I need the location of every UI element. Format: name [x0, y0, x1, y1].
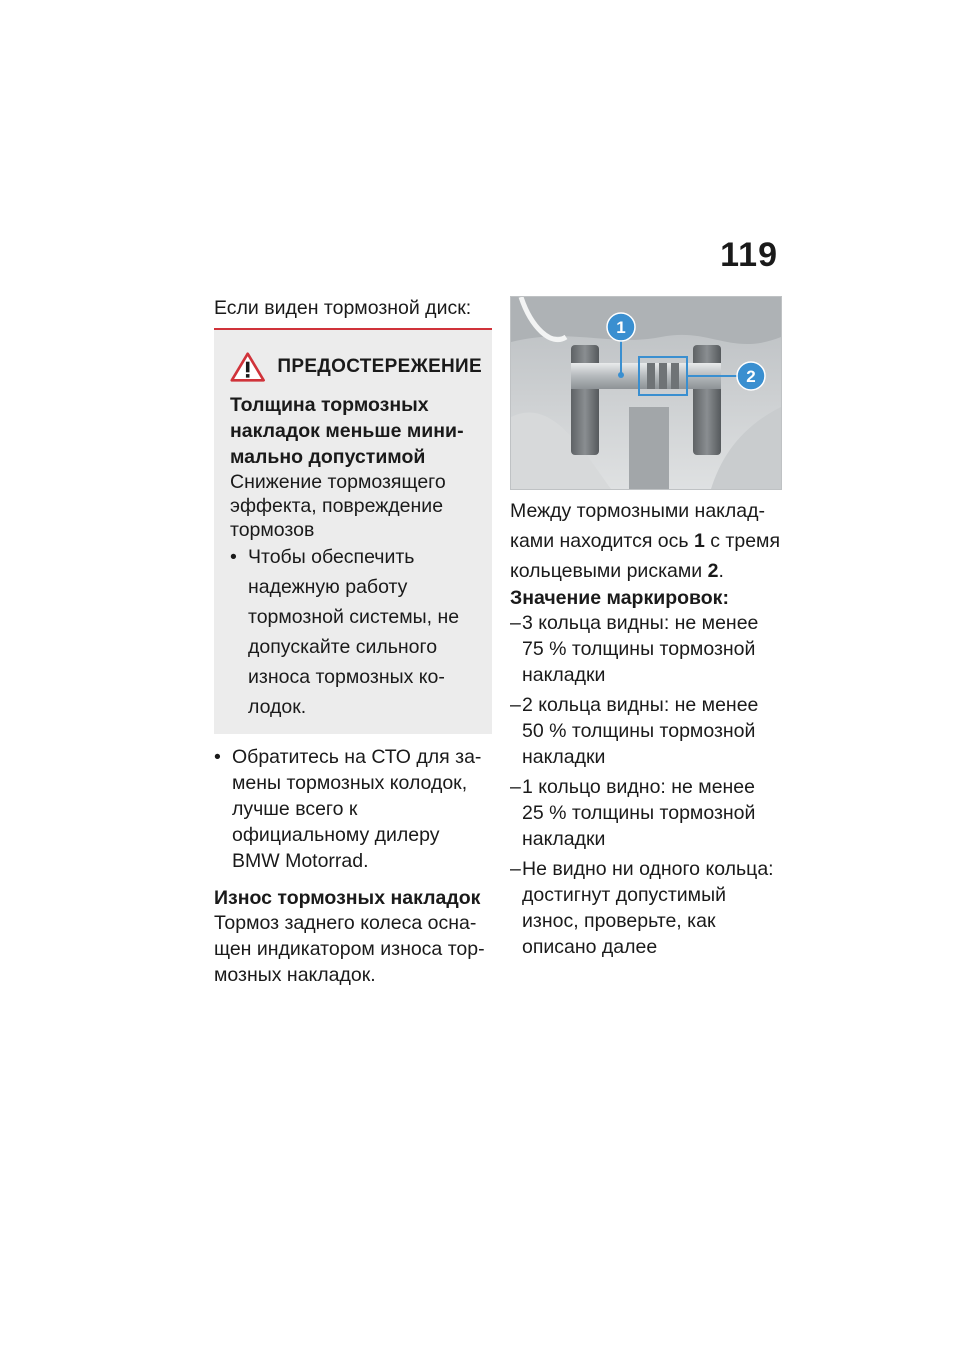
caption-ref-1: 1 — [693, 530, 705, 552]
section-text: Тормоз заднего колеса оснащен индикатором износа тормозных накладок. — [214, 912, 485, 986]
caption-part-a: Между тормозными накладками находится ось — [510, 500, 766, 552]
mark-text-1: 3 кольца видны: не менее 75 % толщины тормозной накладки — [522, 612, 759, 686]
caption-part-b: с тремя кольцевыми рисками — [510, 530, 781, 582]
intro-line: Если виден тормозной диск: — [214, 296, 492, 330]
warning-title: ПРЕДОСТЕРЕЖЕНИЕ — [277, 356, 482, 377]
warning-header — [230, 350, 482, 384]
warning-triangle-icon — [230, 350, 265, 384]
callout-2: 2 — [746, 367, 756, 386]
mark-text-4: Не видно ни одного кольца: достигнут допустимый износ, проверьте, как описано далее — [522, 858, 774, 958]
figure-caption — [510, 496, 780, 586]
page-number: 119 — [720, 236, 778, 274]
section-title: Износ тормозных накладок — [214, 887, 481, 909]
action-text: Обратитесь на СТО для замены тормозных колодок, лучше всего к официальному дилеру BMW Motorrad. — [232, 746, 482, 872]
dash-icon: – — [510, 694, 521, 716]
warning-bullet-text: Чтобы обеспечить надежную работу тормозной системы, не допускайте сильного износа тормозных колодок. — [248, 546, 460, 718]
list-item — [510, 774, 780, 852]
dash-icon: – — [510, 776, 521, 798]
brake-pad-photo — [510, 296, 782, 490]
warning-bullet — [230, 542, 482, 722]
callout-1: 1 — [616, 318, 626, 337]
caption-end: . — [718, 560, 724, 582]
bullet-icon: • — [230, 546, 237, 568]
action-bullet — [214, 744, 492, 874]
brake-caliper-illustration — [511, 297, 781, 489]
marks-title: Значение маркировок: — [510, 587, 729, 609]
dash-icon: – — [510, 612, 521, 634]
mark-text-3: 1 кольцо видно: не менее 25 % толщины тормозной накладки — [522, 776, 756, 850]
left-column — [214, 296, 492, 988]
warning-text: Снижение тормозящего эффекта, повреждение тормозов — [230, 471, 446, 541]
warning-subtitle: Толщина тормозных накладок меньше минимально допустимой — [230, 394, 464, 468]
bullet-icon: • — [214, 746, 221, 768]
list-item — [510, 856, 780, 960]
right-column — [510, 296, 780, 960]
warning-box — [214, 330, 492, 734]
mark-text-2: 2 кольца видны: не менее 50 % толщины тормозной накладки — [522, 694, 759, 768]
dash-icon: – — [510, 858, 521, 880]
caption-ref-2: 2 — [707, 560, 719, 582]
list-item — [510, 610, 780, 688]
list-item — [510, 692, 780, 770]
